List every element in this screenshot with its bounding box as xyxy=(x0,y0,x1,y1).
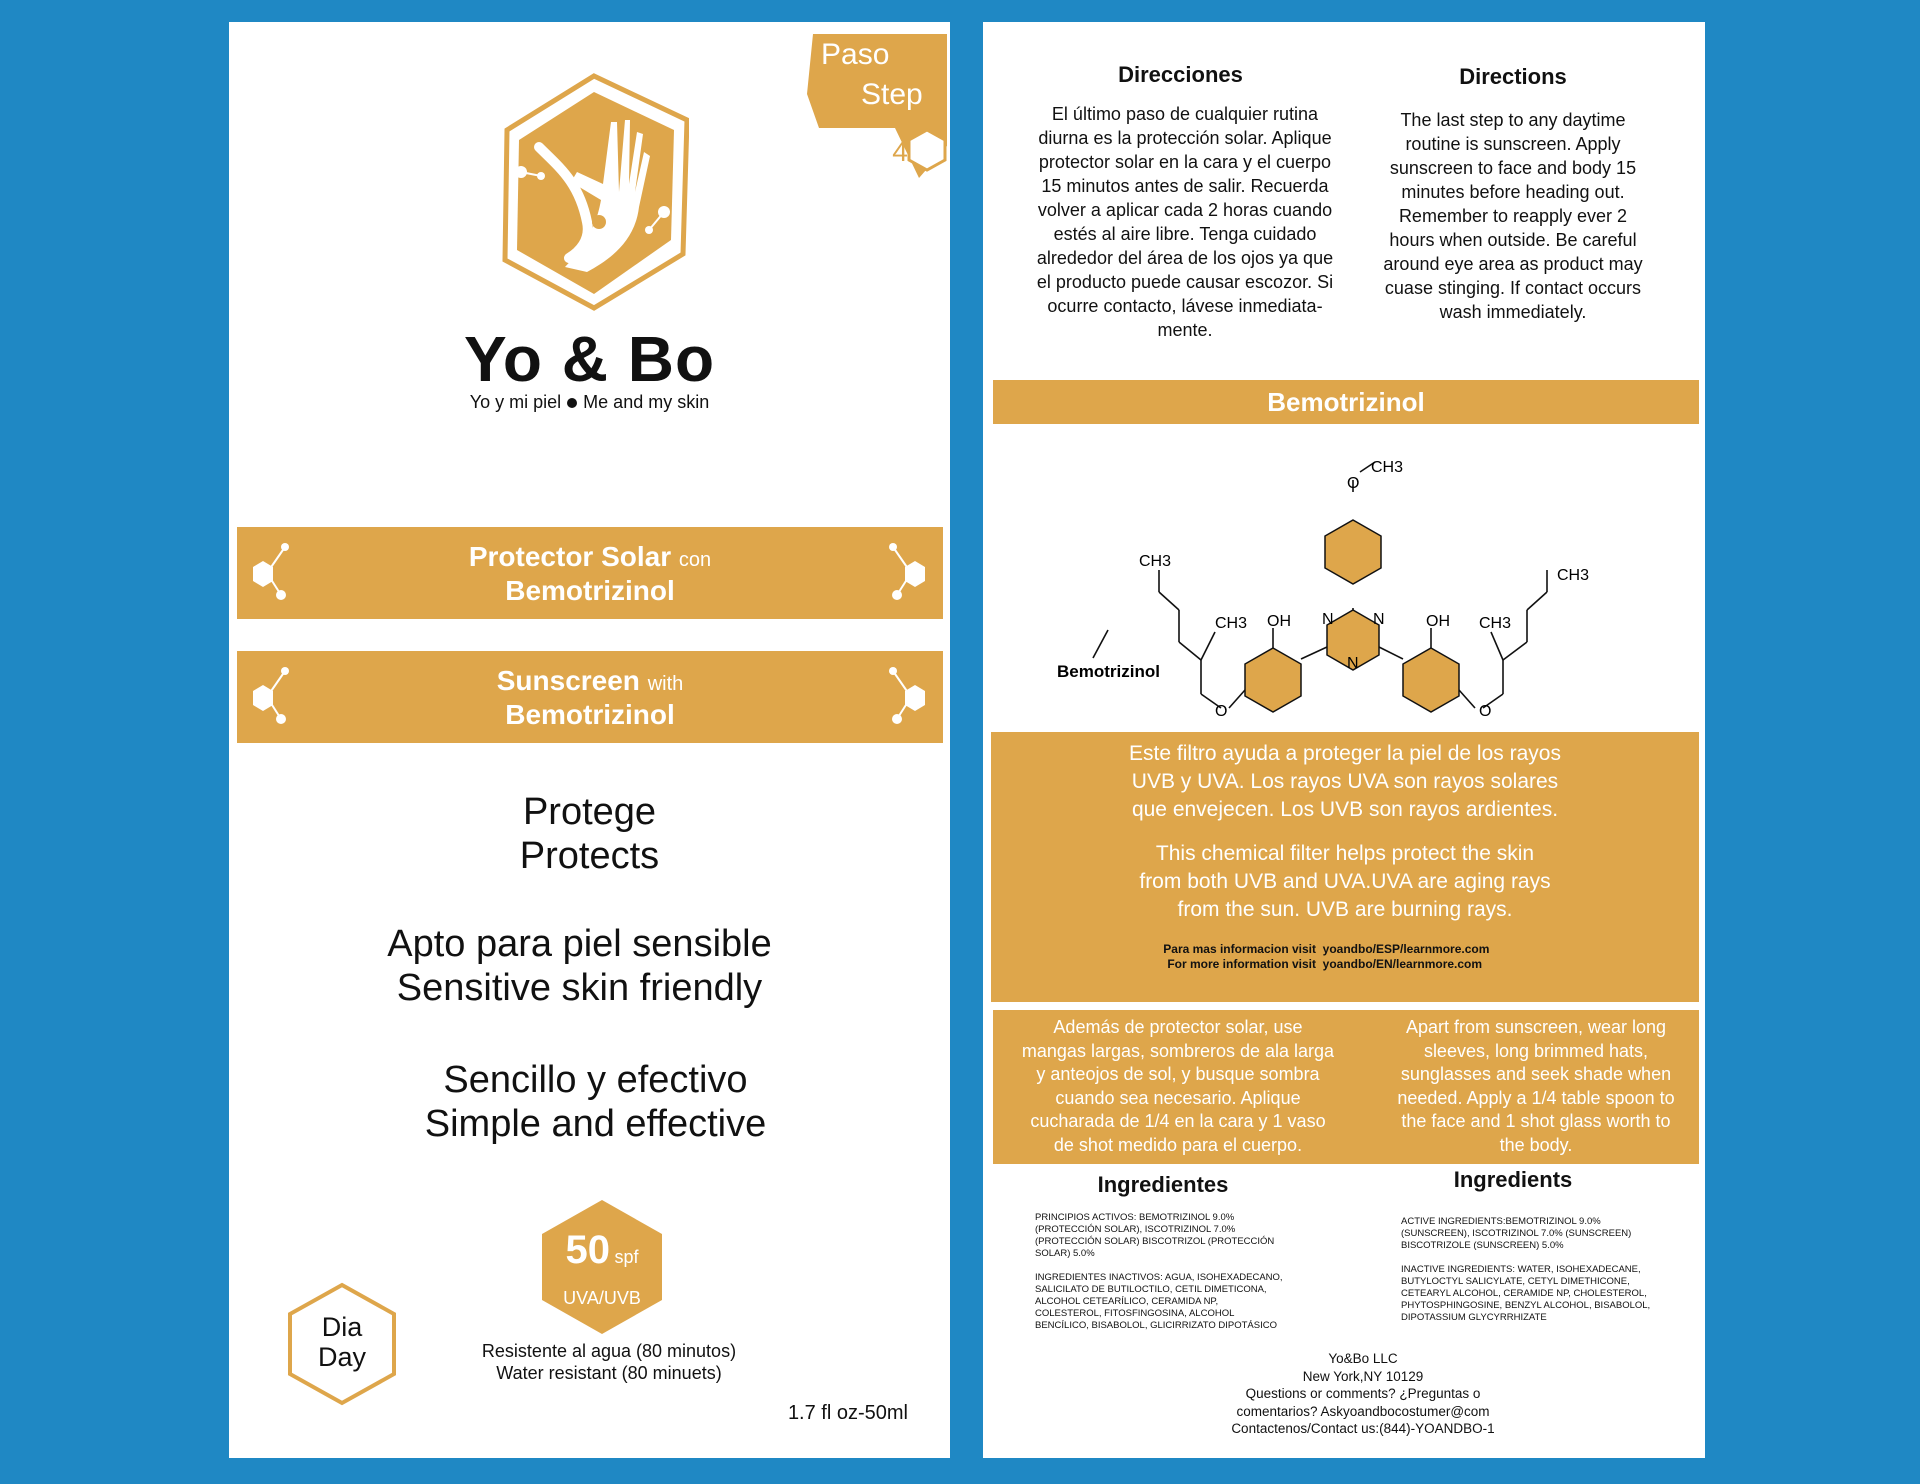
water-es: Resistente al agua (80 minutos) xyxy=(481,1341,737,1361)
directions-en-line: minutes before heading out. xyxy=(1401,182,1625,202)
claim-simple-en: Simple and effective xyxy=(424,1103,767,1145)
filter-en-line: This chemical filter helps protect the skin xyxy=(1155,842,1535,865)
ingredients-es-title: Ingredientes xyxy=(1097,1172,1229,1197)
directions-en-line: The last step to any daytime xyxy=(1400,110,1626,130)
label-ch3-left-branch: CH3 xyxy=(1215,615,1248,632)
ingredient-line: BENCÍLICO, BISABOLOL, GLICIRRIZATO DIPOTÁSICO xyxy=(1035,1320,1277,1331)
label-ch3-right-branch: CH3 xyxy=(1479,615,1512,632)
contact-block xyxy=(1183,1350,1543,1438)
label-ch3-top: CH3 xyxy=(1371,459,1404,476)
directions-en-line: Remember to reapply ever 2 xyxy=(1398,206,1628,226)
ingredient-line: BISCOTRIZOLE (SUNSCREEN) 5.0% xyxy=(1401,1240,1564,1251)
learn-url-es[interactable]: yoandbo/ESP/learnmore.com xyxy=(1322,942,1490,956)
tips-en-line: Apart from sunscreen, wear long xyxy=(1405,1017,1667,1037)
day-en: Day xyxy=(317,1342,366,1372)
directions-en-line: wash immediately. xyxy=(1439,302,1587,322)
water-en: Water resistant (80 minuets) xyxy=(496,1363,722,1383)
ingredient-line: (SUNSCREEN), ISCOTRIZINOL 7.0% (SUNSCREEN) xyxy=(1401,1228,1632,1239)
banner-en-small: with xyxy=(647,673,684,695)
label-oh-left: OH xyxy=(1267,613,1291,630)
ingredient-line: ACTIVE INGREDIENTS:BEMOTRIZINOL 9.0% xyxy=(1401,1216,1601,1227)
directions-en-line: sunscreen to face and body 15 xyxy=(1389,158,1637,178)
contact-line: comentarios? Askyoandbocostumer@com xyxy=(1236,1403,1490,1419)
hand-in-hexagon-icon xyxy=(499,72,689,312)
directions-es-line: ocurre contacto, lávese inmediata- xyxy=(1047,296,1323,316)
directions-en-line: cuase stinging. If contact occurs xyxy=(1384,278,1642,298)
claim-sensitive xyxy=(229,922,940,1010)
label-o-right: O xyxy=(1479,703,1492,720)
label-o-left: O xyxy=(1215,703,1228,720)
learn-label-es: Para mas informacion visit xyxy=(1163,942,1316,956)
contact-line: Questions or comments? ¿Preguntas o xyxy=(1245,1386,1481,1401)
tips-es-text xyxy=(993,1016,1363,1157)
tips-en-line: sunglasses and seek shade when xyxy=(1400,1064,1672,1084)
tips-es-line: Además de protector solar, use xyxy=(1053,1017,1303,1037)
filter-es-text xyxy=(991,740,1699,824)
filter-en-line: from both UVB and UVA.UVA are aging rays xyxy=(1139,870,1551,893)
spf-number: 50 xyxy=(565,1228,611,1272)
tips-en-line: sleeves, long brimmed hats, xyxy=(1423,1040,1649,1061)
claim-simple-es: Sencillo y efectivo xyxy=(443,1059,748,1101)
ingredient-line: COLESTEROL, FITOSFINGOSINA, ALCOHOL xyxy=(1035,1308,1235,1319)
learn-url-en[interactable]: yoandbo/EN/learnmore.com xyxy=(1322,957,1483,971)
contact-line: Yo&Bo LLC xyxy=(1328,1351,1398,1366)
label-n-right: N xyxy=(1373,611,1385,628)
directions-en-line: hours when outside. Be careful xyxy=(1389,230,1637,250)
label-o-top: O xyxy=(1347,475,1360,492)
claim-sensitive-es: Apto para piel sensible xyxy=(387,923,772,965)
ingredient-line: PHYTOSPHINGOSINE, BENZYL ALCOHOL, BISABOLOL, xyxy=(1401,1300,1651,1311)
directions-es-line: alrededor del área de los ojos ya que xyxy=(1036,248,1334,268)
directions-en-line: around eye area as product may xyxy=(1383,254,1643,274)
directions-es-line: el producto puede causar escozor. Si xyxy=(1036,272,1334,292)
directions-es-line: mente. xyxy=(1157,320,1213,340)
tips-es-line: y anteojos de sol, y busque sombra xyxy=(1036,1064,1320,1084)
molecule-icon xyxy=(883,537,933,609)
directions-es-line: protector solar en la cara y el cuerpo xyxy=(1038,152,1332,172)
tips-en-text xyxy=(1373,1016,1699,1157)
banner-es-ingredient: Bemotrizinol xyxy=(505,575,675,606)
filter-en-text xyxy=(991,840,1699,924)
brand-name: Yo & Bo xyxy=(463,323,716,395)
water-resistance xyxy=(429,1340,789,1384)
label-oh-right: OH xyxy=(1426,613,1450,630)
molecule-icon xyxy=(245,661,295,733)
label-ch3-right-end: CH3 xyxy=(1557,567,1590,584)
molecule-icon xyxy=(883,661,933,733)
learn-more-block xyxy=(1131,942,1561,972)
ingredients-es-inactive xyxy=(1035,1272,1335,1332)
spf-type: UVA/UVB xyxy=(563,1288,641,1308)
claim-simple xyxy=(235,1058,950,1146)
step-label-en: Step xyxy=(861,78,923,111)
tips-en-line: the body. xyxy=(1499,1134,1573,1155)
tips-es-line: cucharada de 1/4 en la cara y 1 vaso xyxy=(1030,1111,1326,1131)
step-number: 4 xyxy=(892,136,908,167)
tips-es-line: de shot medido para el cuerpo. xyxy=(1053,1134,1303,1155)
filter-info-box xyxy=(991,732,1699,1002)
contact-line: New York,NY 10129 xyxy=(1302,1368,1424,1384)
claim-protects-es: Protege xyxy=(522,791,657,833)
spf-unit: spf xyxy=(614,1247,639,1267)
label-ch3-left-end: CH3 xyxy=(1139,553,1172,570)
directions-en-text xyxy=(1353,108,1673,324)
tips-en-line: needed. Apply a 1/4 table spoon to xyxy=(1397,1087,1675,1108)
tagline-en: Me and my skin xyxy=(583,392,710,412)
directions-es-line: volver a aplicar cada 2 horas cuando xyxy=(1037,200,1333,220)
directions-es-line: El último paso de cualquier rutina xyxy=(1051,104,1319,124)
claim-protects xyxy=(229,790,950,878)
learn-label-en: For more information visit xyxy=(1167,957,1316,971)
label-molecule-name: Bemotrizinol xyxy=(1057,662,1160,681)
ingredient-line: INACTIVE INGREDIENTS: WATER, ISOHEXADECANE, xyxy=(1401,1264,1641,1275)
back-label-panel xyxy=(983,22,1705,1458)
step-label-es: Paso xyxy=(821,38,890,71)
banner-es-main: Protector Solar xyxy=(468,541,672,572)
bemotrizinol-structure-diagram xyxy=(983,432,1705,732)
ingredients-es-active xyxy=(1035,1212,1335,1260)
tips-box xyxy=(993,1010,1699,1164)
banner-en-ingredient: Bemotrizinol xyxy=(505,699,675,730)
filter-en-line: from the sun. UVB are burning rays. xyxy=(1177,898,1513,921)
ingredient-line: (PROTECCIÓN SOLAR) BISCOTRIZOL (PROTECCIÓN xyxy=(1035,1236,1275,1247)
tips-en-line: the face and 1 shot glass worth to xyxy=(1401,1111,1671,1131)
molecule-icon xyxy=(245,537,295,609)
bullet-dot-icon xyxy=(567,398,577,408)
filter-es-line: que envejecen. Los UVB son rayos ardientes. xyxy=(1131,798,1559,821)
ingredient-line: BUTYLOCTYL SALICYLATE, CETYL DIMETHICONE, xyxy=(1401,1276,1630,1287)
ingredient-line: SOLAR) 5.0% xyxy=(1035,1248,1095,1259)
day-label xyxy=(287,1312,397,1372)
front-label-panel xyxy=(229,22,950,1458)
directions-es-text xyxy=(1003,102,1367,342)
tips-es-line: mangas largas, sombreros de ala larga xyxy=(1021,1040,1335,1061)
ingredient-line: INGREDIENTES INACTIVOS: AGUA, ISOHEXADECANO, xyxy=(1035,1272,1283,1283)
filter-es-line: UVB y UVA. Los rayos UVA son rayos solares xyxy=(1131,770,1559,793)
directions-en-line: routine is sunscreen. Apply xyxy=(1405,134,1621,154)
directions-es-title: Direcciones xyxy=(1118,62,1243,87)
ingredient-line: ALCOHOL CETEARÍLICO, CERAMIDA NP, xyxy=(1035,1296,1219,1307)
product-banner-en xyxy=(237,651,943,743)
tagline-es: Yo y mi piel xyxy=(469,392,562,412)
directions-es-line: diurna es la protección solar. Aplique xyxy=(1038,128,1332,148)
molecule-title-bar: Bemotrizinol xyxy=(993,380,1699,424)
filter-es-line: Este filtro ayuda a proteger la piel de los rayos xyxy=(1129,742,1561,765)
ingredient-line: CETEARYL ALCOHOL, CERAMIDE NP, CHOLESTEROL, xyxy=(1401,1288,1647,1299)
ingredient-line: SALICILATO DE BUTILOCTILO, CETIL DIMETICONA, xyxy=(1035,1284,1267,1295)
brand-tagline xyxy=(229,392,950,413)
ingredients-en-title: Ingredients xyxy=(1453,1167,1573,1192)
directions-en-title: Directions xyxy=(1459,64,1567,89)
claim-sensitive-en: Sensitive skin friendly xyxy=(396,967,763,1009)
ingredient-line: DIPOTASSIUM GLYCYRRHIZATE xyxy=(1401,1312,1547,1323)
ingredients-en-active xyxy=(1401,1216,1691,1252)
label-n-left: N xyxy=(1322,611,1334,628)
ingredients-en-inactive xyxy=(1401,1264,1691,1324)
day-es: Dia xyxy=(321,1312,363,1342)
contact-line: Contactenos/Contact us:(844)-YOANDBO-1 xyxy=(1231,1421,1495,1436)
label-n-bottom: N xyxy=(1347,655,1359,672)
claim-protects-en: Protects xyxy=(519,835,660,877)
ingredient-line: (PROTECCIÓN SOLAR), ISCOTRIZINOL 7.0% xyxy=(1035,1224,1236,1235)
product-banner-es xyxy=(237,527,943,619)
banner-es-small: con xyxy=(678,549,712,571)
banner-en-main: Sunscreen xyxy=(496,665,640,696)
ingredient-line: PRINCIPIOS ACTIVOS: BEMOTRIZINOL 9.0% xyxy=(1035,1212,1235,1223)
tips-es-line: cuando sea necesario. Aplique xyxy=(1055,1087,1301,1108)
directions-es-line: 15 minutos antes de salir. Recuerda xyxy=(1041,176,1329,196)
spf-value xyxy=(540,1228,664,1273)
directions-es-line: estés al aire libre. Tenga cuidado xyxy=(1053,224,1317,244)
volume: 1.7 fl oz-50ml xyxy=(787,1402,908,1424)
